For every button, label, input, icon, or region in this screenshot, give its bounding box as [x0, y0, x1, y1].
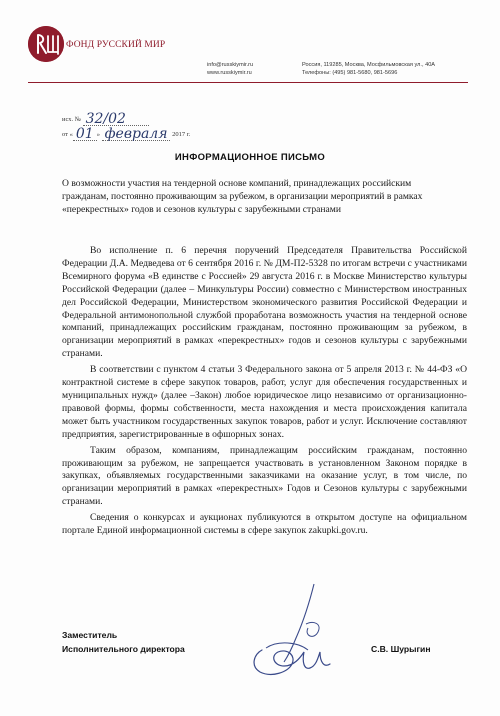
- signatory-position: [62, 628, 185, 656]
- postal-address: Россия, 119285, Москва, Мосфильмовская ул., 40А: [302, 62, 436, 68]
- outgoing-number-value: 32/02: [83, 113, 149, 126]
- body-paragraph: Таким образом, компаниям, принадлежащим российским гражданам, постоянно проживающим за рубежом, не запрещается участвовать в установленном Законом порядке в закупках, объявляемых государственными заказчиками на оказание услуг, в том числе, по организации мероприятий в рамках «перекрестных» Годов и Сезонов культуры с зарубежными странами.: [62, 444, 467, 508]
- date-mid: »: [96, 131, 100, 138]
- signatory-position-line1: Заместитель: [62, 630, 118, 640]
- outgoing-date: [62, 128, 190, 141]
- org-name: ФОНД РУССКИЙ МИР: [66, 40, 166, 50]
- letterhead-divider: [28, 82, 468, 83]
- letter-subject: О возможности участия на тендерной основе компаний, принадлежащих российским гражданам, постоянно проживающим за рубежом, в организации мероприятий в рамках «перекрестных» годов и сезонов культуры с зарубежными странами: [62, 178, 423, 216]
- document-title: ИНФОРМАЦИОННОЕ ПИСЬМО: [174, 152, 326, 163]
- website-link[interactable]: www.russkiymir.ru: [207, 70, 252, 76]
- contacts-online: [207, 61, 253, 77]
- foundation-logo-icon: [28, 26, 64, 62]
- outgoing-number-label: исх. №: [62, 116, 81, 123]
- phone-numbers: Телефоны: (495) 981-5680, 981-5696: [302, 70, 398, 76]
- signatory-name: С.В. Шурыгин: [371, 644, 431, 654]
- body-paragraph: В соответствии с пунктом 4 статьи 3 Федерального закона от 5 апреля 2013 г. № 44-ФЗ «О контрактной системе в сфере закупок товаров, работ, услуг для обеспечения государственных и муниципальных нужд» (далее –Закон) любое юридическое лицо независимо от организационно-правовой формы, формы собственности, места нахождения и места происхождения капитала может быть участником государственных закупок товаров, работ и услуг. Исключение составляют предприятия, зарегистрированные в офшорных зонах.: [62, 364, 467, 440]
- date-day: 01: [73, 128, 97, 141]
- body-paragraph: Во исполнение п. 6 перечня поручений Председателя Правительства Российской Федерации Д.А. Медведева от 6 сентября 2016 г. № ДМ-П2-5328 по итогам встречи с участниками Всемирного форума «В единстве с Россией» 29 августа 2016 г. в Москве Министерство культуры Российской Федерации (далее – Минкультуры России) совместно с Министерством иностранных дел Российской Федерации, Министерством экономического развития Российской Федерации и Федеральной антимонопольной службой проработана возможность участия на тендерной основе компаний, принадлежащих российским гражданам, постоянно проживающим за рубежом, в организации мероприятий в рамках «перекрестных» годов и сезонов культуры с зарубежными странами.: [62, 245, 467, 360]
- contacts-address: [302, 61, 435, 77]
- date-prefix: от «: [62, 131, 73, 138]
- handwritten-signature-icon: [244, 580, 354, 685]
- outgoing-number: [62, 113, 149, 126]
- email-link[interactable]: info@russkiymir.ru: [207, 62, 254, 68]
- date-year: 2017 г.: [172, 131, 191, 138]
- body-paragraph: Сведения о конкурсах и аукционах публикуются в открытом доступе на официальном портале Единой информационной системы в сфере закупок zakupki.gov.ru.: [62, 512, 467, 537]
- date-month: февраля: [102, 128, 171, 141]
- letter-body: [62, 245, 467, 541]
- signatory-position-line2: Исполнительного директора: [62, 644, 185, 654]
